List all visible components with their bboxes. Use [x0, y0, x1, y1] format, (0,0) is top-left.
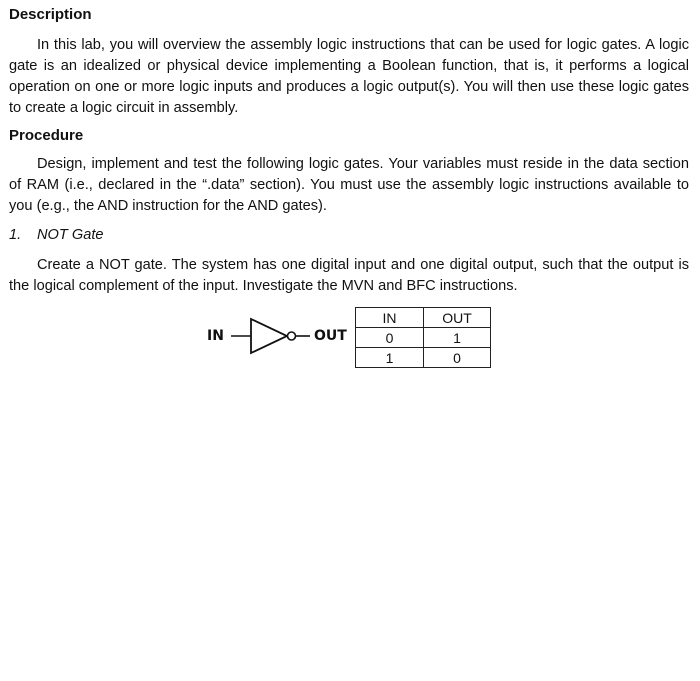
not-gate-paragraph: Create a NOT gate. The system has one digital input and one digital output, such that the output is the logical complement of the input. Investigate the MVN and BFC instructions. [9, 257, 689, 294]
procedure-paragraph: Design, implement and test the following logic gates. Your variables must reside in the data section of RAM (i.e., declared in the “.data” section). You must use the assembly logic instructions available to you (e.g., the AND instruction for the AND gates). [9, 156, 689, 214]
truth-table-cell: 1 [424, 328, 491, 348]
truth-table-cell: 0 [424, 348, 491, 368]
not-gate-figure [9, 307, 689, 387]
not-gate-diagram [207, 315, 357, 359]
truth-table-row [356, 348, 491, 368]
truth-table-header-in: IN [356, 308, 424, 328]
not-gate-section-title [9, 225, 689, 246]
description-heading: Description [9, 6, 92, 23]
truth-table-row [356, 328, 491, 348]
truth-table-header-row [356, 308, 491, 328]
section-title-text: NOT Gate [37, 227, 104, 243]
truth-table-header-out: OUT [424, 308, 491, 328]
truth-table-cell: 0 [356, 328, 424, 348]
truth-table-cell: 1 [356, 348, 424, 368]
truth-table [355, 307, 491, 368]
gate-input-label: IN [207, 328, 224, 344]
procedure-heading: Procedure [9, 127, 84, 144]
inversion-bubble [288, 332, 296, 340]
description-paragraph: In this lab, you will overview the assembly logic instructions that can be used for logic gates. A logic gate is an idealized or physical device implementing a Boolean function, that is, it performs a logical operation on one or more logic inputs and produces a logic output(s). You will then use these logic gates to create a logic circuit in assembly. [9, 37, 689, 116]
document-page [9, 4, 689, 387]
buffer-triangle [251, 319, 287, 353]
section-number: 1. [9, 227, 22, 243]
gate-output-label: OUT [314, 328, 347, 344]
